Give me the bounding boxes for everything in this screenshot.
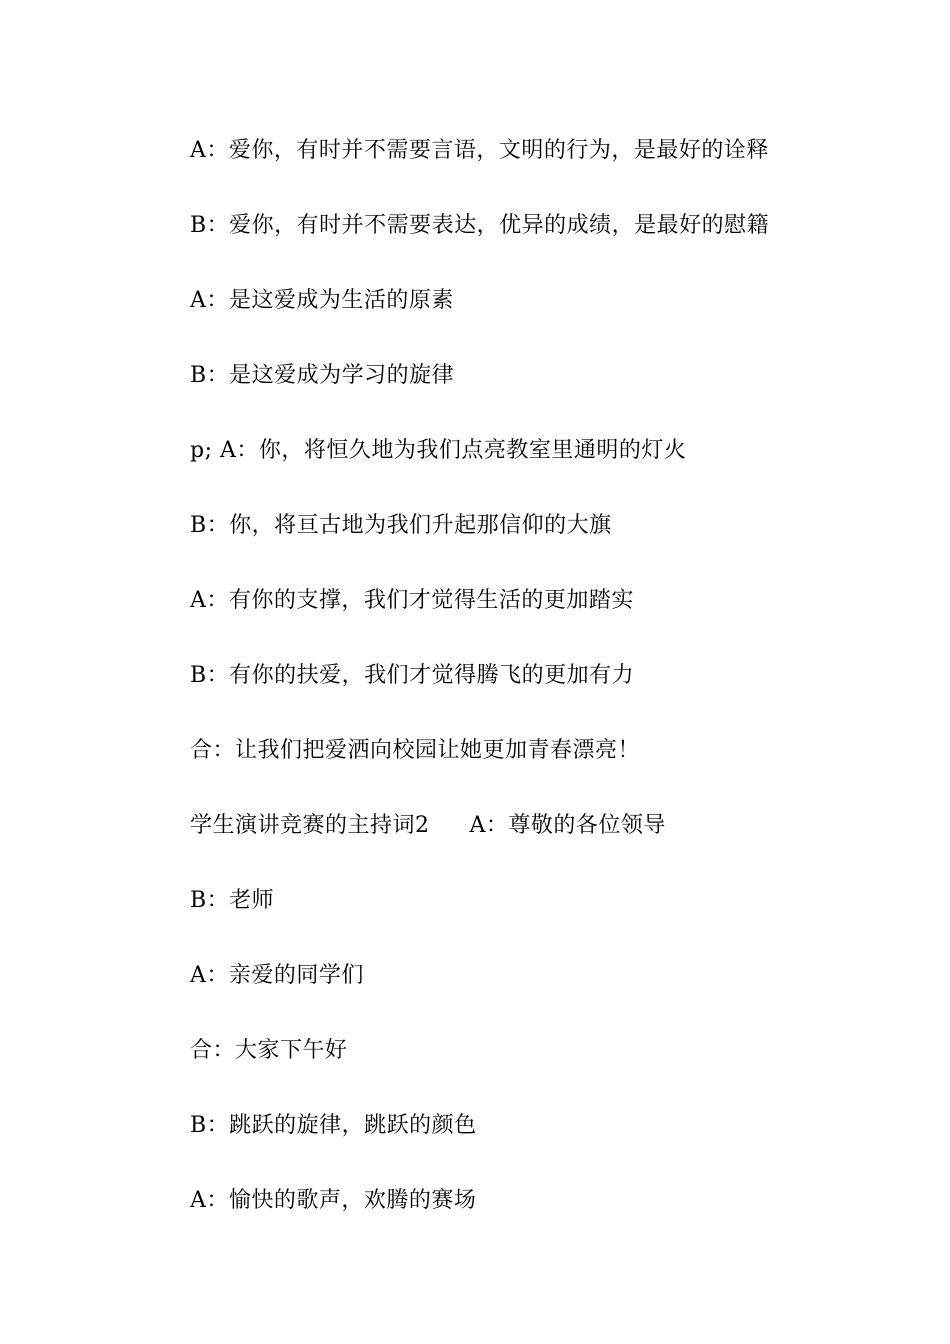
dialogue-line (190, 205, 830, 280)
line-text: A：愉快的歌声，欢腾的赛场 (190, 1188, 477, 1213)
line-text: p; A：你，将恒久地为我们点亮教室里通明的灯火 (190, 438, 687, 463)
line-text: B：爱你，有时并不需要表达，优异的成绩，是最好的慰籍 (190, 213, 770, 238)
dialogue-line (190, 355, 830, 430)
line-text: B：是这爱成为学习的旋律 (190, 363, 455, 388)
dialogue-line (190, 130, 830, 205)
line-text: B：老师 (190, 888, 275, 913)
dialogue-line (190, 280, 830, 355)
line-text: A：尊敬的各位领导 (469, 813, 666, 838)
dialogue-line (190, 1105, 830, 1180)
line-text: B：有你的扶爱，我们才觉得腾飞的更加有力 (190, 663, 635, 688)
section-heading-line (190, 805, 830, 880)
dialogue-line (190, 1180, 830, 1255)
dialogue-line (190, 430, 830, 505)
dialogue-line (190, 655, 830, 730)
line-text: 合：让我们把爱洒向校园让她更加青春漂亮！ (190, 738, 641, 763)
dialogue-line (190, 955, 830, 1030)
dialogue-line (190, 880, 830, 955)
line-text: 合：大家下午好 (190, 1038, 348, 1063)
dialogue-line (190, 730, 830, 805)
line-text: A：有你的支撑，我们才觉得生活的更加踏实 (190, 588, 634, 613)
line-text: B：跳跃的旋律，跳跃的颜色 (190, 1113, 477, 1138)
section-heading: 学生演讲竞赛的主持词2 (190, 813, 430, 838)
line-text: A：是这爱成为生活的原素 (190, 288, 454, 313)
dialogue-line (190, 580, 830, 655)
line-text: B：你，将亘古地为我们升起那信仰的大旗 (190, 513, 612, 538)
dialogue-list (190, 130, 830, 1255)
line-text: A：爱你，有时并不需要言语，文明的行为，是最好的诠释 (190, 138, 769, 163)
dialogue-line (190, 505, 830, 580)
line-text: A：亲爱的同学们 (190, 963, 364, 988)
dialogue-line (190, 1030, 830, 1105)
